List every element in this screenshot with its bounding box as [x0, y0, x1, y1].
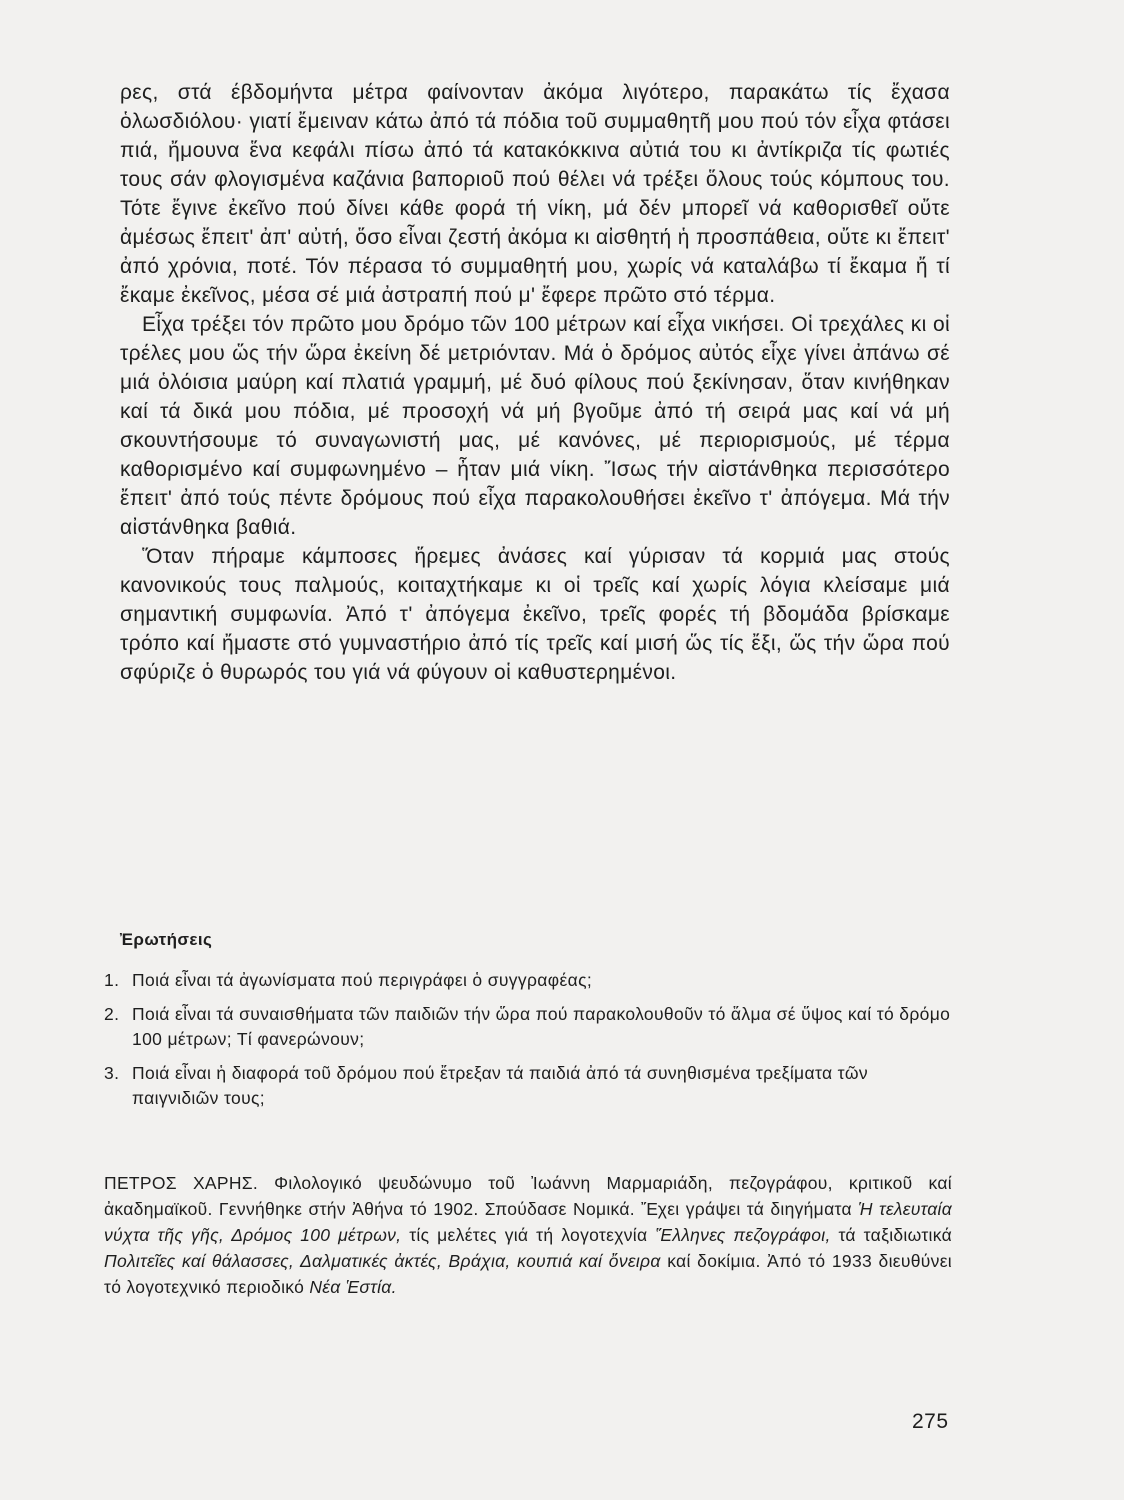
- bio-text: τίς μελέτες γιά τή λογοτεχνία: [409, 1225, 648, 1245]
- author-bio: [104, 1170, 952, 1300]
- bio-text: Φιλολογικό ψευδώνυμο τοῦ Ἰωάννη Μαρμαριάδη, πεζογράφου, κριτικοῦ καί ἀκαδημαϊκοῦ. Γεννήθηκε στήν Ἀθήνα τό 1902. Σπούδασε Νομικά. Ἔχει γράψει τά διηγήματα: [104, 1173, 952, 1219]
- paragraph-2: Εἶχα τρέξει τόν πρῶτο μου δρόμο τῶν 100 μέτρων καί εἶχα νικήσει. Οἱ τρεχάλες κι οἱ τρέλες μου ὥς τήν ὥρα ἐκείνη δέ μετριόνταν. Μά ὁ δρόμος αὐτός εἶχε γίνει ἀπάνω σέ μιά ὁλόισια μαύρη καί πλατιά γραμμή, μέ δυό φίλους πού ξεκίνησαν, ὅταν κινήθηκαν καί τά δικά μου πόδια, μέ προσοχή νά μή βγοῦμε ἀπό τή σειρά μας καί νά μή σκουντήσουμε τό συναγωνιστή μας, μέ κανόνες, μέ περιορισμούς, μέ τέρμα καθορισμένο καί συμφωνημένο – ἦταν μιά νίκη. Ἴσως τήν αἰστάνθηκα περισσότερο ἔπειτ' ἀπό τούς πέντε δρόμους πού εἶχα παρακολουθήσει ἐκεῖνο τ' ἀπόγεμα. Μά τήν αἰστάνθηκα βαθιά.: [120, 313, 950, 539]
- paragraph-3: Ὅταν πήραμε κάμποσες ἥρεμες ἀνάσες καί γύρισαν τά κορμιά μας στούς κανονικούς τους παλμούς, κοιταχτήκαμε κι οἱ τρεῖς καί χωρίς λόγια κλείσαμε μιά σημαντική συμφωνία. Ἀπό τ' ἀπόγεμα ἐκεῖνο, τρεῖς φορές τή βδομάδα βρίσκαμε τρόπο καί ἤμαστε στό γυμναστήριο ἀπό τίς τρεῖς καί μισή ὥς τίς ἔξι, ὥς τήν ὥρα πού σφύριζε ὁ θυρωρός του γιά νά φύγουν οἱ καθυστερημένοι.: [120, 545, 950, 684]
- question-item: [104, 1061, 952, 1111]
- author-name: ΠΕΤΡΟΣ ΧΑΡΗΣ.: [104, 1173, 259, 1193]
- question-item: [104, 1002, 952, 1052]
- story-text: [120, 78, 950, 687]
- question-text: Ποιά εἶναι τά συναισθήματα τῶν παιδιῶν τήν ὥρα πού παρακολουθοῦν τό ἅλμα σέ ὕψος καί τό δρόμο 100 μέτρων; Τί φανερώνουν;: [132, 1004, 951, 1049]
- page-number: 275: [912, 1410, 949, 1433]
- bio-text: τά ταξιδιωτικά: [838, 1225, 952, 1245]
- paragraph-1: ρες, στά έβδομήντα μέτρα φαίνονταν ἀκόμα λιγότερο, παρακάτω τίς ἔχασα ὁλωσδιόλου· γιατί ἔμειναν κάτω ἀπό τά πόδια τοῦ συμμαθητῆ μου πού τόν εἶχα φτάσει πιά, ἤμουνα ἕνα κεφάλι πίσω ἀπό τά κατακόκκινα αὐτιά του κι ἀντίκριζα τίς φωτιές τους σάν φλογισμένα καζάνια βαποριοῦ πού θέλει νά τρέξει ὅλους τούς κόμπους του. Τότε ἔγινε ἐκεῖνο πού δίνει κάθε φορά τή νίκη, μά δέν μπορεῖ νά καθορισθεῖ οὔτε ἀμέσως ἔπειτ' ἀπ' αὐτή, ὅσο εἶναι ζεστή ἀκόμα κι αἰσθητή ἡ προσπάθεια, οὔτε κι ἔπειτ' ἀπό χρόνια, ποτέ. Τόν πέρασα τό συμμαθητή μου, χωρίς νά καταλάβω τί ἔκαμα ἤ τί ἔκαμε ἐκεῖνος, μέσα σέ μιά ἀστραπή πού μ' ἔφερε πρῶτο στό τέρμα.: [120, 81, 950, 307]
- questions-list: [104, 968, 952, 1120]
- question-text: Ποιά εἶναι τά ἀγωνίσματα πού περιγράφει ὁ συγγραφέας;: [132, 970, 593, 990]
- question-item: [104, 968, 952, 993]
- bio-text: καί δοκίμια. Ἀπό τό 1933 διευθύνει τό λογοτεχνικό περιοδικό: [104, 1251, 952, 1297]
- bio-work-title: Ἕλληνες πεζογράφοι,: [655, 1225, 831, 1245]
- bio-work-title: Ἡ τελευταία νύχτα τῆς γῆς, Δρόμος 100 μέτρων,: [104, 1199, 952, 1245]
- bio-work-title: Πολιτεῖες καί θάλασσες, Δαλματικές ἀκτές, Βράχια, κουπιά καί ὄνειρα: [104, 1251, 661, 1271]
- question-text: Ποιά εἶναι ἡ διαφορά τοῦ δρόμου πού ἔτρεξαν τά παιδιά ἀπό τά συνηθισμένα τρεξίματα τῶν παιγνιδιῶν τους;: [132, 1063, 869, 1108]
- bio-work-title: Νέα Ἑστία.: [309, 1277, 397, 1297]
- question-number: 3.: [104, 1063, 120, 1083]
- question-number: 1.: [104, 970, 120, 990]
- question-number: 2.: [104, 1004, 120, 1024]
- questions-heading: Ἐρωτήσεις: [120, 930, 213, 949]
